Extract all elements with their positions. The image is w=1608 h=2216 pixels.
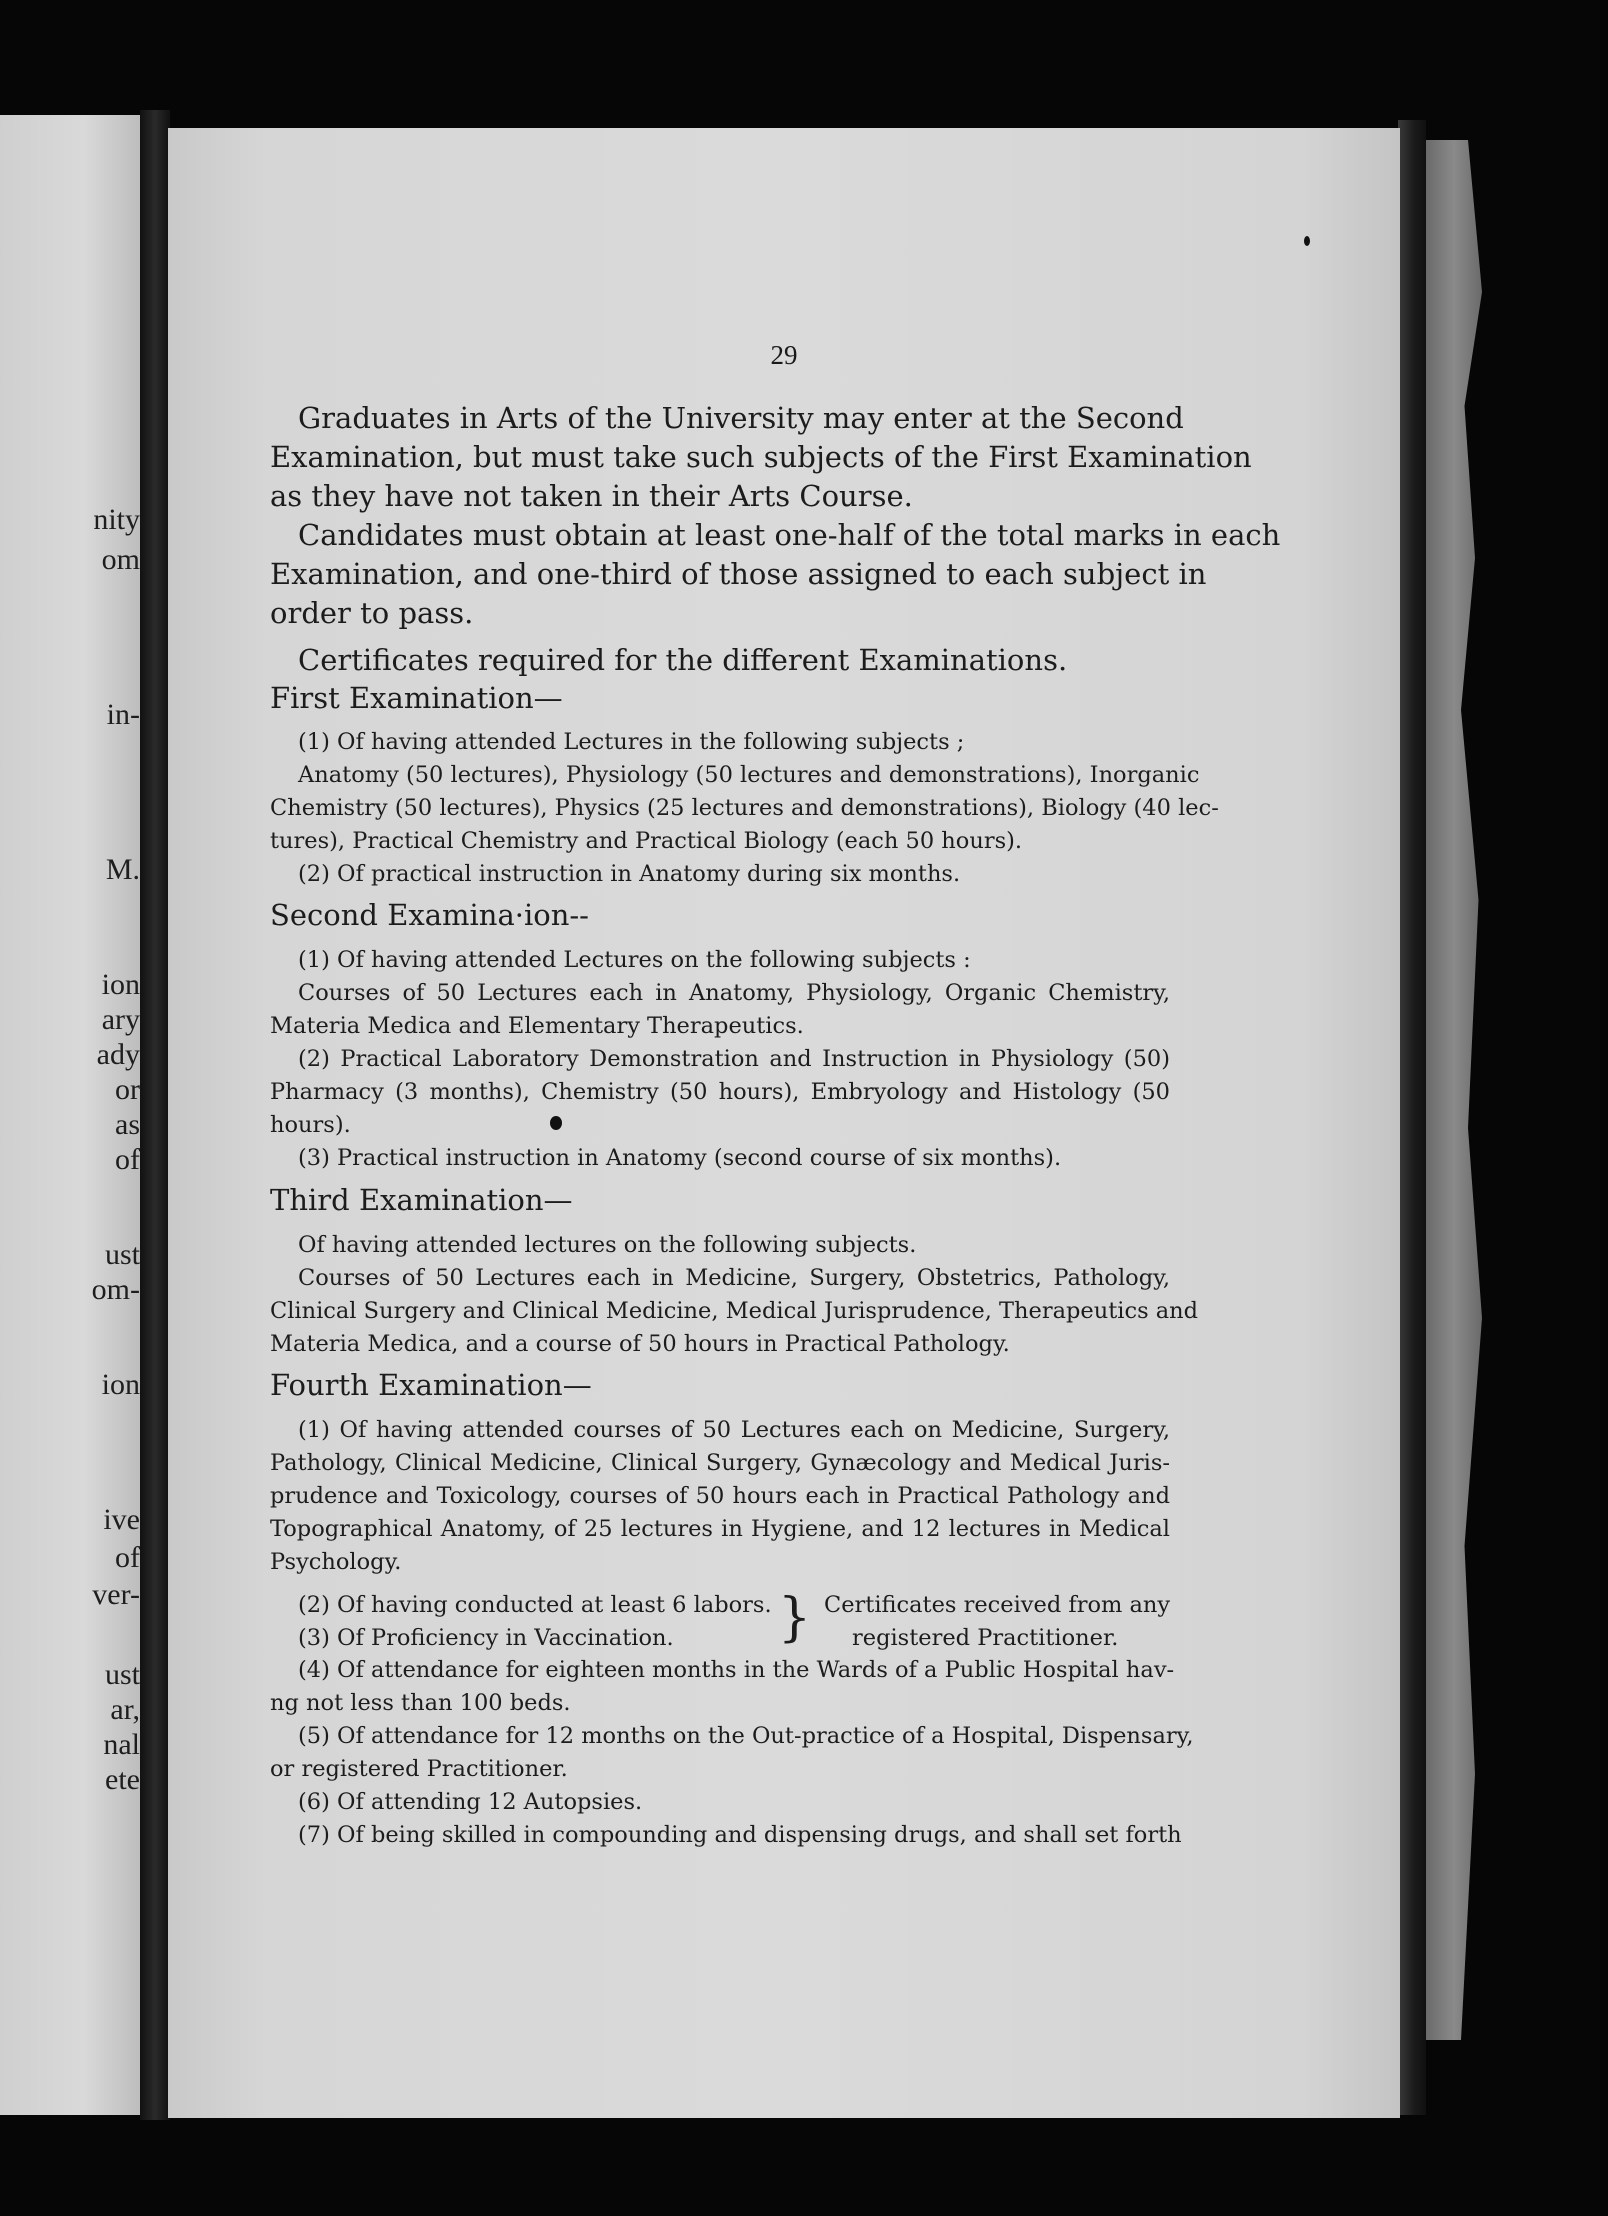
fourth-line: Pathology, Clinical Medicine, Clinical Surgery, Gynæcology and Medical Juris- [270, 1450, 1170, 1476]
left-fragment: ady [96, 1038, 140, 1071]
left-fragment: nity [93, 503, 140, 536]
fourth-item-2: (2) Of having conducted at least 6 labors. [298, 1592, 772, 1618]
ink-speck [1304, 236, 1310, 246]
fourth-line: (6) Of attending 12 Autopsies. [298, 1789, 643, 1815]
first-line: (1) Of having attended Lectures in the following subjects ; [298, 729, 965, 755]
fourth-line: ng not less than 100 beds. [270, 1690, 571, 1716]
second-line: (3) Practical instruction in Anatomy (second course of six months). [298, 1145, 1062, 1171]
left-fragment: of [115, 1143, 140, 1176]
third-line: Clinical Surgery and Clinical Medicine, Medical Jurisprudence, Therapeutics and [270, 1298, 1199, 1324]
first-examination-heading: First Examination— [270, 681, 563, 715]
left-fragment: om [101, 543, 140, 576]
left-fragment: ust [104, 1238, 140, 1271]
second-line: (1) Of having attended Lectures on the following subjects : [298, 947, 971, 973]
fourth-line: (1) Of having attended courses of 50 Lectures each on Medicine, Surgery, [298, 1417, 1170, 1443]
left-fragment: or [115, 1073, 140, 1106]
left-fragment: ust [104, 1658, 140, 1691]
third-examination-heading: Third Examination— [270, 1183, 573, 1217]
brace-note-line: Certificates received from any [824, 1592, 1171, 1618]
fourth-examination-heading: Fourth Examination— [270, 1368, 592, 1402]
second-line: (2) Practical Laboratory Demonstration and Instruction in Physiology (50) [298, 1046, 1170, 1072]
left-fragment: ary [101, 1003, 140, 1036]
left-fragment: ion [101, 968, 140, 1001]
page-number: 29 [770, 340, 798, 370]
left-fragment: of [115, 1541, 140, 1574]
left-fragment: ete [105, 1763, 140, 1796]
first-line: Chemistry (50 lectures), Physics (25 lectures and demonstrations), Biology (40 lec- [270, 795, 1219, 821]
fourth-line: (4) Of attendance for eighteen months in the Wards of a Public Hospital hav- [298, 1657, 1175, 1683]
fourth-item-3: (3) Of Proficiency in Vaccination. [298, 1625, 674, 1651]
first-line: Anatomy (50 lectures), Physiology (50 lectures and demonstrations), Inorganic [298, 762, 1200, 788]
left-fragment: M. [105, 853, 140, 886]
left-fragment: om- [91, 1273, 140, 1306]
para2-line: Examination, and one-third of those assigned to each subject in [270, 557, 1207, 591]
left-fragment: as [115, 1108, 140, 1141]
first-line: tures), Practical Chemistry and Practical Biology (each 50 hours). [270, 828, 1023, 854]
second-line: hours). [270, 1112, 351, 1138]
brace-symbol: } [778, 1588, 812, 1648]
second-examination-heading: Second Examina·ion-- [270, 898, 589, 932]
second-line: Materia Medica and Elementary Therapeutics. [270, 1013, 804, 1039]
left-fragment: ion [101, 1368, 140, 1401]
second-line: Pharmacy (3 months), Chemistry (50 hours), Embryology and Histology (50 [270, 1079, 1170, 1105]
para2-line: Candidates must obtain at least one-half of the total marks in each [298, 518, 1281, 552]
fourth-line: (5) Of attendance for 12 months on the Out-practice of a Hospital, Dispensary, [298, 1723, 1194, 1749]
left-fragment: in- [106, 698, 140, 731]
left-fragment: nal [103, 1728, 140, 1761]
fourth-line: or registered Practitioner. [270, 1756, 568, 1782]
fourth-line: (7) Of being skilled in compounding and dispensing drugs, and shall set forth [298, 1822, 1182, 1848]
first-line: (2) Of practical instruction in Anatomy during six months. [298, 861, 961, 887]
previous-page [0, 115, 140, 2115]
second-line: Courses of 50 Lectures each in Anatomy, Physiology, Organic Chemistry, [298, 980, 1170, 1006]
left-fragment: ver- [92, 1578, 140, 1611]
para1-line: Examination, but must take such subjects of the First Examination [270, 440, 1252, 474]
page-edge-shadow [1398, 120, 1426, 2115]
fourth-line: Psychology. [270, 1549, 402, 1575]
third-line: Courses of 50 Lectures each in Medicine, Surgery, Obstetrics, Pathology, [298, 1265, 1170, 1291]
third-line: Of having attended lectures on the following subjects. [298, 1232, 917, 1258]
para1-line: as they have not taken in their Arts Course. [270, 479, 913, 513]
book-spine [140, 110, 170, 2120]
para1-line: Graduates in Arts of the University may enter at the Second [298, 401, 1184, 435]
back-pages [1426, 140, 1496, 2040]
left-fragment: ar, [110, 1693, 140, 1726]
brace-note-line: registered Practitioner. [852, 1625, 1119, 1651]
certificates-heading: Certificates required for the different Examinations. [298, 643, 1068, 677]
left-fragment: ive [103, 1503, 140, 1536]
para2-line: order to pass. [270, 596, 474, 630]
third-line: Materia Medica, and a course of 50 hours in Practical Pathology. [270, 1331, 1010, 1357]
fourth-line: Topographical Anatomy, of 25 lectures in Hygiene, and 12 lectures in Medical [270, 1516, 1170, 1542]
fourth-line: prudence and Toxicology, courses of 50 hours each in Practical Pathology and [270, 1483, 1170, 1509]
